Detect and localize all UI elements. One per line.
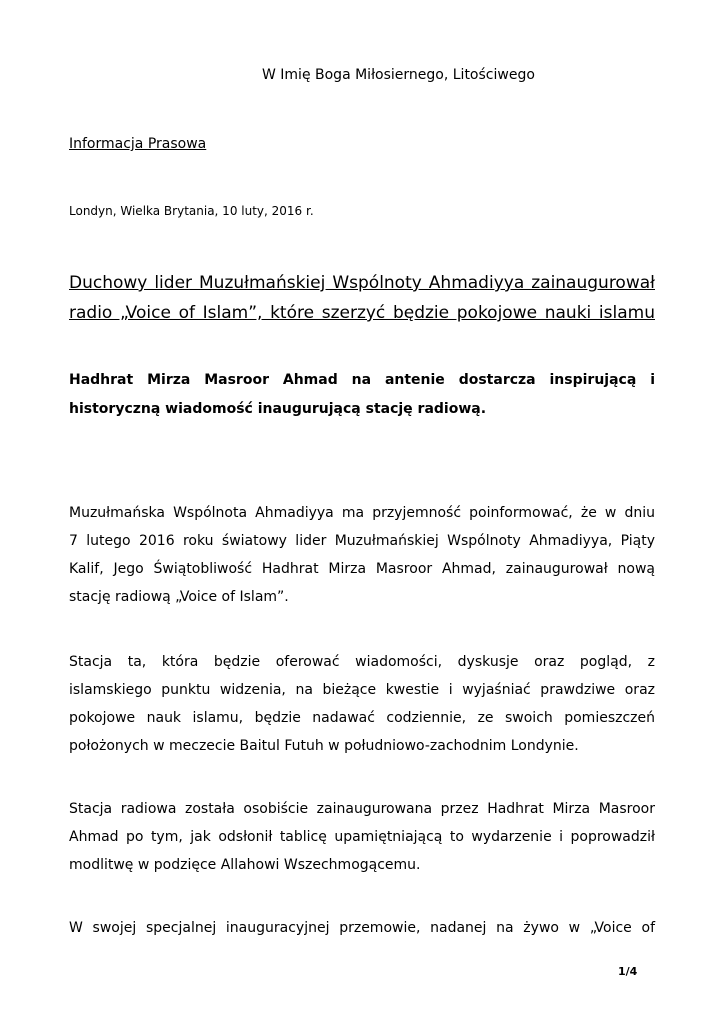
subheadline-line: Hadhrat Mirza Masroor Ahmad na antenie dostarcza inspirującą i <box>69 372 655 388</box>
paragraph-line: Ahmad po tym, jak odsłonił tablicę upamiętniającą to wydarzenie i poprowadził <box>69 829 655 845</box>
paragraph-line: 7 lutego 2016 roku światowy lider Muzułmańskiej Wspólnoty Ahmadiyya, Piąty <box>69 533 655 549</box>
paragraph-line: pokojowe nauk islamu, będzie nadawać codziennie, ze swoich pomieszczeń <box>69 710 655 726</box>
paragraph-line: Stacja radiowa została osobiście zainaugurowana przez Hadhrat Mirza Masroor <box>69 801 655 817</box>
paragraph-line: modlitwę w podzięce Allahowi Wszechmogącemu. <box>69 857 421 873</box>
dateline: Londyn, Wielka Brytania, 10 luty, 2016 r. <box>69 204 314 218</box>
paragraph-line: Muzułmańska Wspólnota Ahmadiyya ma przyjemność poinformować, że w dniu <box>69 505 655 521</box>
headline-line: Duchowy lider Muzułmańskiej Wspólnoty Ahmadiyya zainaugurował <box>69 273 655 293</box>
paragraph-line: stację radiową „Voice of Islam”. <box>69 589 289 605</box>
paragraph-line: W swojej specjalnej inauguracyjnej przemowie, nadanej na żywo w „Voice of <box>69 920 655 936</box>
paragraph-line: Stacja ta, która będzie oferować wiadomości, dyskusje oraz pogląd, z <box>69 654 655 670</box>
invocation-line: W Imię Boga Miłosiernego, Litościwego <box>262 67 535 83</box>
page-number: 1/4 <box>618 965 638 978</box>
headline-line: radio „Voice of Islam”, które szerzyć będzie pokojowe nauki islamu <box>69 303 655 323</box>
press-release-label: Informacja Prasowa <box>69 136 207 152</box>
paragraph-line: położonych w meczecie Baitul Futuh w południowo-zachodnim Londynie. <box>69 738 579 754</box>
paragraph-line: islamskiego punktu widzenia, na bieżące kwestie i wyjaśniać prawdziwe oraz <box>69 682 655 698</box>
subheadline-line: historyczną wiadomość inaugurującą stację radiową. <box>69 401 487 417</box>
paragraph-line: Kalif, Jego Świątobliwość Hadhrat Mirza Masroor Ahmad, zainaugurował nową <box>69 561 655 577</box>
